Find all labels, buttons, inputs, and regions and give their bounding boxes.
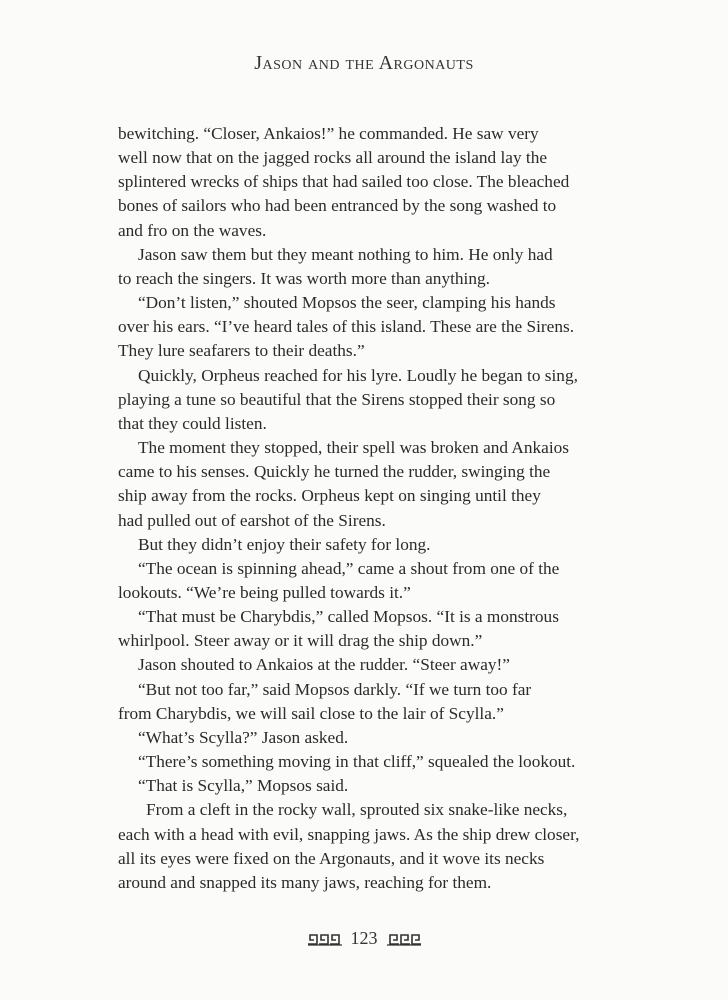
greek-key-ornament-left-icon — [307, 932, 343, 946]
body-text — [118, 122, 618, 895]
text-line: bones of sailors who had been entranced by the song washed to — [118, 196, 557, 216]
running-header: Jason and the Argonauts — [254, 52, 474, 74]
text-line: well now that on the jagged rocks all around the island lay the — [118, 148, 548, 168]
text-line: playing a tune so beautiful that the Sirens stopped their song so — [118, 389, 556, 409]
page-footer — [0, 928, 728, 949]
text-line: lookouts. “We’re being pulled towards it.” — [118, 582, 411, 602]
text-line: that they could listen. — [118, 413, 267, 433]
text-line: “That is Scylla,” Mopsos said. — [138, 776, 349, 796]
text-line: They lure seafarers to their deaths.” — [118, 341, 365, 361]
text-line: from Charybdis, we will sail close to the lair of Scylla.” — [118, 703, 504, 723]
page-number: 123 — [350, 928, 378, 948]
text-line: “That must be Charybdis,” called Mopsos. “It is a monstrous — [138, 607, 559, 627]
text-line: From a cleft in the rocky wall, sprouted six snake-like necks, — [146, 800, 568, 820]
text-line: “Don’t listen,” shouted Mopsos the seer, clamping his hands — [138, 293, 556, 313]
text-line: came to his senses. Quickly he turned the rudder, swinging the — [118, 462, 551, 482]
text-line: all its eyes were fixed on the Argonauts, and it wove its necks — [118, 848, 545, 868]
text-line: “The ocean is spinning ahead,” came a shout from one of the — [138, 558, 560, 578]
text-line: The moment they stopped, their spell was broken and Ankaios — [138, 438, 569, 458]
text-line: each with a head with evil, snapping jaws. As the ship drew closer, — [118, 824, 580, 844]
text-line: had pulled out of earshot of the Sirens. — [118, 510, 386, 530]
text-line: and fro on the waves. — [118, 220, 267, 240]
text-line: around and snapped its many jaws, reaching for them. — [118, 872, 492, 892]
text-line: Quickly, Orpheus reached for his lyre. Loudly he began to sing, — [138, 365, 578, 385]
text-line: splintered wrecks of ships that had sailed too close. The bleached — [118, 172, 570, 192]
text-line: to reach the singers. It was worth more than anything. — [118, 268, 490, 288]
greek-key-ornament-right-icon — [386, 932, 422, 946]
text-line: But they didn’t enjoy their safety for long. — [138, 534, 431, 554]
text-line: whirlpool. Steer away or it will drag the ship down.” — [118, 631, 483, 651]
text-line: “There’s something moving in that cliff,” squealed the lookout. — [138, 752, 576, 772]
text-line: Jason shouted to Ankaios at the rudder. “Steer away!” — [138, 655, 510, 675]
text-line: ship away from the rocks. Orpheus kept on singing until they — [118, 486, 541, 506]
text-line: over his ears. “I’ve heard tales of this island. These are the Sirens. — [118, 317, 575, 337]
text-line: Jason saw them but they meant nothing to him. He only had — [138, 244, 553, 264]
text-line: “But not too far,” said Mopsos darkly. “If we turn too far — [138, 679, 532, 699]
text-line: “What’s Scylla?” Jason asked. — [138, 727, 349, 747]
text-line: bewitching. “Closer, Ankaios!” he commanded. He saw very — [118, 124, 539, 143]
